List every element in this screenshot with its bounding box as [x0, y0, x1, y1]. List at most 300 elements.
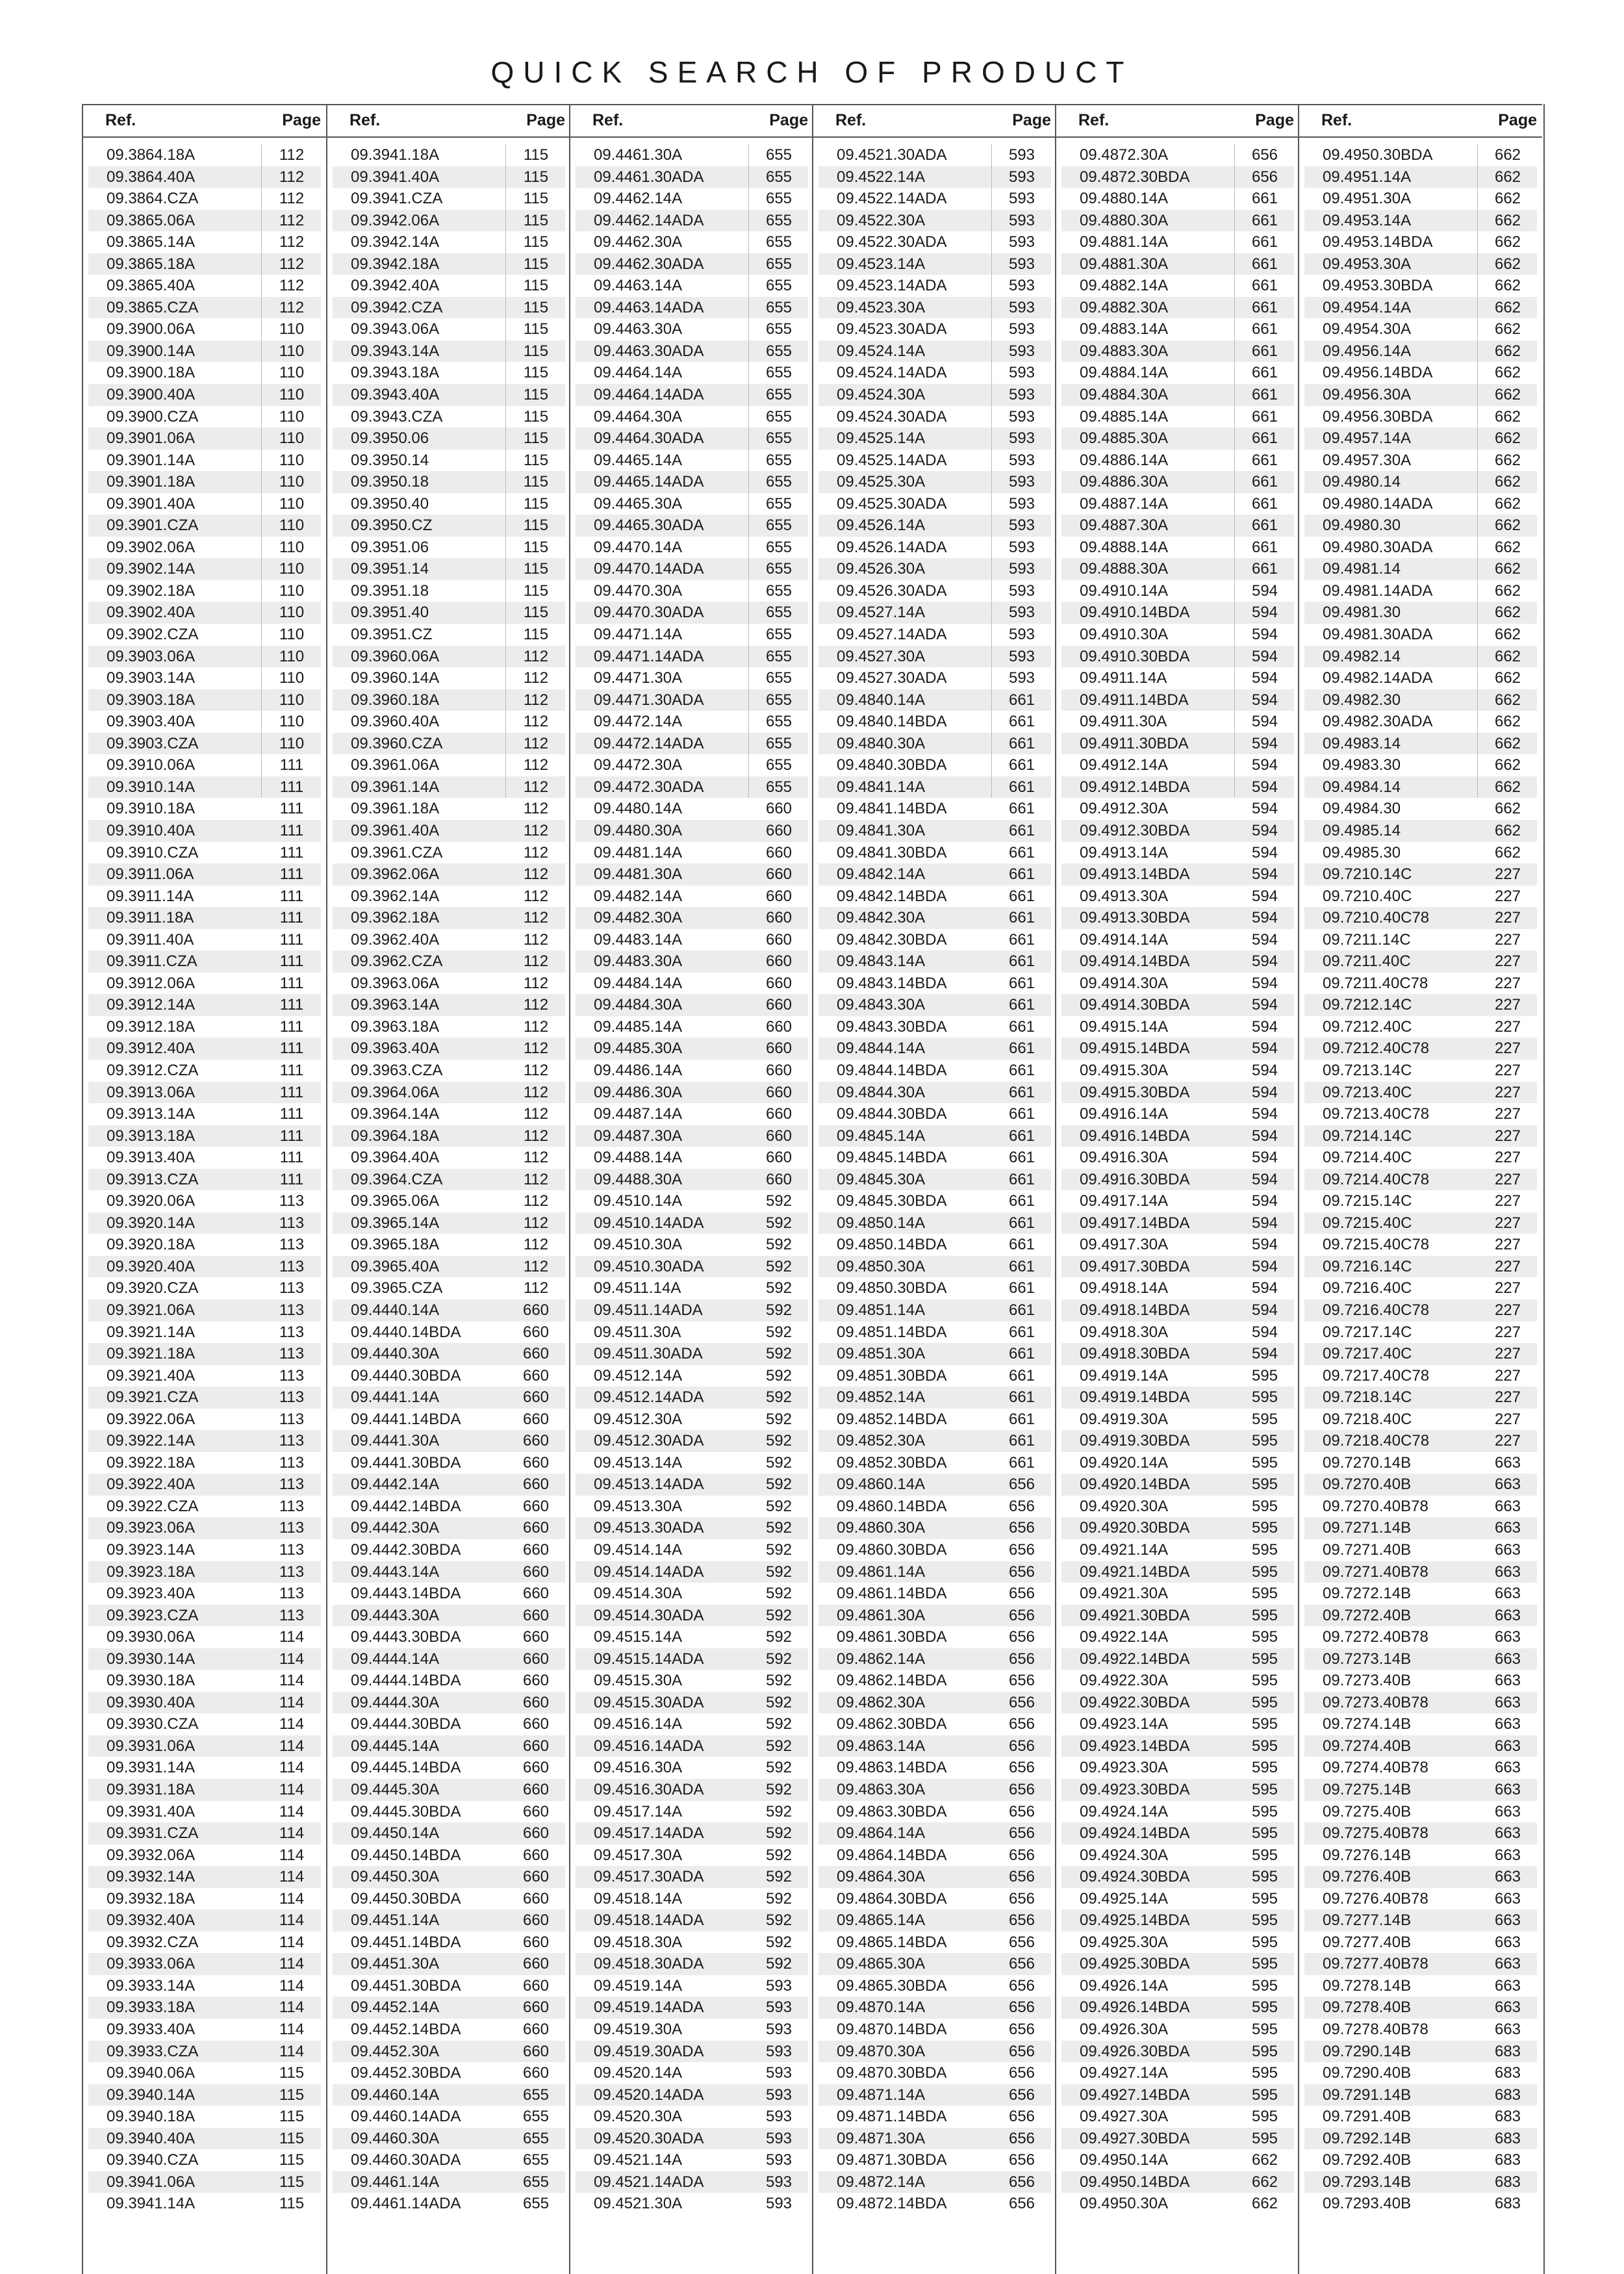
table-row [576, 667, 808, 689]
ref-code: 09.4920.14BDA [1080, 1476, 1190, 1494]
table-row [333, 253, 565, 275]
page-number: 661 [1008, 1170, 1035, 1188]
table-row [88, 1038, 321, 1060]
table-row [333, 1997, 565, 2019]
table-row [818, 1975, 1051, 1997]
page-number: 661 [1251, 429, 1278, 448]
ref-code: 09.4487.30A [594, 1127, 683, 1145]
page-number: 594 [1251, 1301, 1278, 1319]
page-number: 112 [279, 168, 305, 186]
page-number: 227 [1494, 887, 1521, 905]
ref-code: 09.4842.30A [837, 909, 926, 927]
ref-code: 09.4464.14A [594, 364, 683, 382]
table-row [88, 1082, 321, 1104]
page-number: 660 [522, 1693, 550, 1711]
ref-code: 09.3933.06A [107, 1955, 196, 1973]
page-number: 662 [1494, 451, 1521, 469]
ref-code: 09.4880.14A [1080, 190, 1169, 208]
table-row [1061, 2128, 1294, 2150]
ref-code: 09.4880.30A [1080, 211, 1169, 229]
table-row [1061, 406, 1294, 428]
ref-code: 09.4861.14BDA [837, 1585, 947, 1603]
table-row [1304, 1910, 1537, 1932]
ref-code: 09.3922.18A [107, 1453, 196, 1472]
ref-code: 09.4487.14A [594, 1105, 683, 1123]
table-row [333, 188, 565, 210]
table-row [1304, 1430, 1537, 1452]
table-row [333, 1386, 565, 1409]
ref-code: 09.3922.40A [107, 1476, 196, 1494]
ref-code: 09.4850.30BDA [837, 1279, 947, 1297]
table-row [1061, 1496, 1294, 1518]
page-number: 595 [1251, 1715, 1278, 1733]
table-row [333, 2106, 565, 2128]
ref-code: 09.3942.14A [351, 233, 440, 251]
table-row [1061, 1299, 1294, 1322]
page-number: 115 [523, 255, 549, 273]
page-number: 683 [1494, 2042, 1521, 2060]
ref-code: 09.4445.14BDA [351, 1759, 461, 1777]
table-row [576, 1409, 808, 1431]
table-row [333, 1452, 565, 1474]
ref-code: 09.3943.CZA [351, 407, 443, 426]
table-row [576, 1082, 808, 1104]
page-number: 655 [765, 778, 793, 796]
page-number: 110 [279, 494, 305, 513]
page-number: 594 [1251, 1017, 1278, 1036]
ref-code: 09.3933.18A [107, 1999, 196, 2017]
ref-code: 09.3910.CZA [107, 843, 199, 862]
table-row [818, 558, 1051, 580]
ref-code: 09.3964.14A [351, 1105, 440, 1123]
ref-code: 09.4525.14ADA [837, 451, 947, 469]
page-number: 110 [279, 473, 305, 491]
page-number: 595 [1251, 1366, 1278, 1385]
table-row [818, 1517, 1051, 1539]
ref-code: 09.4472.30A [594, 756, 683, 774]
ref-code: 09.4871.14BDA [837, 2108, 947, 2126]
page-number: 655 [765, 581, 793, 600]
ref-code: 09.4510.14ADA [594, 1214, 704, 1232]
table-row [88, 1103, 321, 1125]
page-number: 660 [522, 1301, 550, 1319]
ref-code: 09.3940.06A [107, 2064, 196, 2082]
table-row [333, 1583, 565, 1605]
ref-code: 09.3960.40A [351, 713, 440, 731]
table-row [818, 297, 1051, 319]
table-row [333, 1409, 565, 1431]
page-number: 592 [765, 1214, 793, 1232]
page-number: 662 [1494, 211, 1521, 229]
table-row [333, 144, 565, 166]
ref-code: 09.4985.30 [1323, 843, 1401, 862]
ref-code: 09.7291.40B [1323, 2108, 1412, 2126]
ref-code: 09.4527.30A [837, 647, 926, 665]
page-header: Page [1255, 111, 1294, 129]
ref-code: 09.4982.14ADA [1323, 669, 1433, 687]
page-number: 660 [522, 1802, 550, 1820]
page-number: 662 [1494, 386, 1521, 404]
page-number: 227 [1494, 1279, 1521, 1297]
table-row [1061, 1648, 1294, 1670]
ref-code: 09.3964.18A [351, 1127, 440, 1145]
ref-code: 09.3923.06A [107, 1519, 196, 1537]
ref-code: 09.7215.40C [1323, 1214, 1412, 1232]
table-row [1304, 1474, 1537, 1496]
ref-code: 09.4927.30A [1080, 2108, 1169, 2126]
table-row [88, 1496, 321, 1518]
table-row [88, 907, 321, 929]
table-row [88, 1060, 321, 1082]
ref-code: 09.4912.14BDA [1080, 778, 1190, 796]
ref-code: 09.7292.40B [1323, 2151, 1412, 2169]
table-row [1061, 1452, 1294, 1474]
table-row [88, 1648, 321, 1670]
table-row [576, 1779, 808, 1801]
table-row [333, 1779, 565, 1801]
ref-code: 09.7212.40C [1323, 1017, 1412, 1036]
ref-header: Ref. [349, 111, 381, 129]
table-row [333, 515, 565, 537]
page-number: 660 [522, 1889, 550, 1908]
ref-code: 09.3923.18A [107, 1563, 196, 1581]
ref-code: 09.3932.18A [107, 1889, 196, 1908]
ref-code: 09.7275.40B78 [1323, 1824, 1428, 1843]
table-row [1061, 1386, 1294, 1409]
ref-code: 09.4465.14A [594, 451, 683, 469]
table-row [88, 362, 321, 384]
page-number: 115 [523, 473, 549, 491]
page-number: 592 [765, 1585, 793, 1603]
ref-code: 09.3901.18A [107, 473, 196, 491]
page-number: 661 [1008, 1345, 1035, 1363]
page-number: 114 [279, 1715, 305, 1733]
ref-code: 09.3931.CZA [107, 1824, 199, 1843]
table-row [1061, 776, 1294, 798]
table-row [333, 798, 565, 820]
table-row [1304, 253, 1537, 275]
page-number: 656 [1008, 1476, 1035, 1494]
table-row [88, 406, 321, 428]
page-number: 662 [1494, 734, 1521, 752]
ref-code: 09.7211.40C [1323, 952, 1411, 971]
table-row [333, 1932, 565, 1954]
page-number: 115 [523, 538, 549, 556]
page-number: 594 [1251, 1170, 1278, 1188]
page-number: 656 [1008, 2086, 1035, 2104]
ref-code: 09.4522.14ADA [837, 190, 947, 208]
table-row [576, 1735, 808, 1757]
page-number: 663 [1494, 1715, 1521, 1733]
page-number: 595 [1251, 2086, 1278, 2104]
table-row [333, 1953, 565, 1975]
table-row [576, 776, 808, 798]
page-number: 113 [279, 1476, 305, 1494]
ref-code: 09.3911.06A [107, 865, 194, 884]
table-row [88, 450, 321, 472]
page-number: 595 [1251, 1737, 1278, 1755]
page-number: 655 [765, 626, 793, 644]
table-row [576, 951, 808, 973]
table-row [576, 1343, 808, 1365]
table-row [1304, 1845, 1537, 1867]
ref-code: 09.3942.CZA [351, 298, 443, 316]
table-row [1061, 1713, 1294, 1735]
table-row [88, 515, 321, 537]
table-row [818, 1801, 1051, 1823]
table-row [576, 2106, 808, 2128]
table-row [333, 580, 565, 602]
page-number: 114 [279, 1911, 305, 1930]
ref-code: 09.4887.14A [1080, 494, 1169, 513]
table-row [1304, 1779, 1537, 1801]
page-number: 595 [1251, 1497, 1278, 1515]
table-row [333, 1561, 565, 1583]
ref-code: 09.3963.06A [351, 974, 440, 992]
ref-code: 09.4513.30A [594, 1497, 683, 1515]
table-row [818, 1103, 1051, 1125]
ref-code: 09.4461.30A [594, 146, 683, 164]
table-row [576, 798, 808, 820]
ref-code: 09.7273.14B [1323, 1650, 1412, 1668]
table-row [1061, 210, 1294, 232]
ref-code: 09.4913.14A [1080, 843, 1169, 862]
table-row [576, 493, 808, 515]
ref-code: 09.3864.18A [107, 146, 196, 164]
page-number: 656 [1008, 1693, 1035, 1711]
table-row [576, 689, 808, 711]
page-number: 592 [765, 1541, 793, 1559]
table-row [576, 646, 808, 668]
ref-code: 09.4850.30A [837, 1257, 926, 1275]
table-row [1061, 1953, 1294, 1975]
table-row [333, 1103, 565, 1125]
page-number: 660 [765, 865, 793, 884]
page-number: 595 [1251, 1824, 1278, 1843]
table-row [818, 2171, 1051, 2193]
table-row [333, 166, 565, 188]
table-row [1304, 842, 1537, 864]
page-number: 113 [279, 1257, 305, 1275]
ref-code: 09.3965.40A [351, 1257, 440, 1275]
page-number: 655 [765, 473, 793, 491]
page-number: 660 [765, 996, 793, 1014]
ref-code: 09.4924.30A [1080, 1846, 1169, 1864]
page-number: 594 [1251, 1040, 1278, 1058]
page-number: 113 [279, 1345, 305, 1363]
page-number: 593 [1008, 451, 1035, 469]
table-row [333, 318, 565, 340]
page-number: 661 [1251, 538, 1278, 556]
table-row [1061, 667, 1294, 689]
table-row [1061, 1103, 1294, 1125]
ref-code: 09.3943.18A [351, 364, 440, 382]
page-number: 662 [1494, 517, 1521, 535]
ref-code: 09.3865.14A [107, 233, 196, 251]
page-number: 662 [1494, 233, 1521, 251]
table-row [818, 1735, 1051, 1757]
table-row [1304, 1713, 1537, 1735]
page-number: 594 [1251, 669, 1278, 687]
ref-code: 09.7212.40C78 [1323, 1040, 1430, 1058]
ref-code: 09.4980.30ADA [1323, 538, 1433, 556]
ref-code: 09.3903.18A [107, 691, 196, 709]
table-row [1304, 1190, 1537, 1212]
page-number: 595 [1251, 1846, 1278, 1864]
table-row [1061, 1474, 1294, 1496]
table-row [1304, 624, 1537, 646]
page-number: 660 [522, 1497, 550, 1515]
ref-code: 09.4472.14A [594, 713, 683, 731]
ref-code: 09.4913.14BDA [1080, 865, 1190, 884]
page-number: 227 [1494, 1127, 1521, 1145]
table-row [88, 2193, 321, 2215]
table-row [576, 2171, 808, 2193]
table-row [88, 471, 321, 493]
page-number: 227 [1494, 1192, 1521, 1210]
page-number: 655 [765, 255, 793, 273]
table-row [818, 1953, 1051, 1975]
page-number: 656 [1008, 2173, 1035, 2191]
page-number: 683 [1494, 2086, 1521, 2104]
table-row [1304, 537, 1537, 559]
table-row [576, 1975, 808, 1997]
page-number: 115 [523, 190, 549, 208]
table-row [88, 776, 321, 798]
page-number: 111 [279, 800, 304, 818]
ref-code: 09.4981.30 [1323, 604, 1401, 622]
table-row [1304, 1997, 1537, 2019]
ref-code: 09.4443.30A [351, 1606, 440, 1624]
table-row [1061, 973, 1294, 995]
ref-code: 09.4516.30A [594, 1759, 683, 1777]
table-row [576, 1953, 808, 1975]
ref-code: 09.4470.30ADA [594, 604, 704, 622]
ref-code: 09.7217.40C [1323, 1345, 1412, 1363]
ref-code: 09.4441.14A [351, 1388, 440, 1407]
ref-code: 09.7270.14B [1323, 1453, 1412, 1472]
page-number: 662 [1494, 320, 1521, 339]
page-number: 595 [1251, 1650, 1278, 1668]
page-number: 592 [765, 1933, 793, 1951]
table-row [1061, 1822, 1294, 1845]
table-row [88, 2084, 321, 2106]
page-number: 662 [1251, 2195, 1278, 2213]
ref-code: 09.3923.14A [107, 1541, 196, 1559]
page-number: 111 [279, 865, 304, 884]
ref-code: 09.4518.30ADA [594, 1955, 704, 1973]
ref-code: 09.4917.14BDA [1080, 1214, 1190, 1232]
table-row [576, 1190, 808, 1212]
table-row [333, 2041, 565, 2063]
ref-code: 09.4863.30A [837, 1781, 926, 1799]
page-number: 660 [522, 1933, 550, 1951]
table-row [333, 994, 565, 1016]
page-number: 110 [279, 647, 305, 665]
table-row [88, 1277, 321, 1299]
page-number: 660 [765, 909, 793, 927]
table-row [1061, 689, 1294, 711]
table-row [333, 1605, 565, 1627]
table-row [818, 1038, 1051, 1060]
page-number: 663 [1494, 1824, 1521, 1843]
ref-code: 09.3920.14A [107, 1214, 196, 1232]
page-number: 110 [279, 320, 305, 339]
table-row [1304, 318, 1537, 340]
table-row [576, 297, 808, 319]
page-number: 594 [1251, 974, 1278, 992]
table-row [1304, 471, 1537, 493]
ref-code: 09.4844.30BDA [837, 1105, 947, 1123]
table-row [818, 1692, 1051, 1714]
table-row [88, 1866, 321, 1888]
table-row [333, 471, 565, 493]
table-row [818, 1757, 1051, 1779]
ref-code: 09.3961.CZA [351, 843, 443, 862]
page-number: 227 [1494, 1236, 1521, 1254]
page-number: 112 [279, 190, 305, 208]
table-row [333, 776, 565, 798]
page-number: 660 [765, 800, 793, 818]
table-row [818, 406, 1051, 428]
page-number: 660 [522, 1911, 550, 1930]
table-row [576, 1757, 808, 1779]
page-number: 660 [765, 843, 793, 862]
table-row [88, 1583, 321, 1605]
page-number: 662 [1494, 407, 1521, 426]
page-number: 112 [523, 1127, 549, 1145]
page-number: 656 [1008, 2151, 1035, 2169]
table-row [1304, 1692, 1537, 1714]
table-row [1061, 1365, 1294, 1387]
table-row [1304, 798, 1537, 820]
page-number: 660 [765, 887, 793, 905]
table-row [1304, 1234, 1537, 1256]
ref-code: 09.4465.30A [594, 494, 683, 513]
table-row [88, 1386, 321, 1409]
page-number: 594 [1251, 1236, 1278, 1254]
ref-code: 09.3910.14A [107, 778, 196, 796]
table-row [1061, 1016, 1294, 1038]
table-row [1304, 1561, 1537, 1583]
table-row [1304, 1169, 1537, 1191]
ref-code: 09.3912.18A [107, 1017, 196, 1036]
table-row [576, 231, 808, 253]
table-row [1061, 863, 1294, 886]
page-number: 114 [279, 1976, 305, 1995]
table-row [333, 406, 565, 428]
ref-code: 09.4463.14A [594, 277, 683, 295]
table-row [1061, 253, 1294, 275]
ref-code: 09.4915.14BDA [1080, 1040, 1190, 1058]
table-row [88, 428, 321, 450]
ref-code: 09.7273.40B78 [1323, 1693, 1428, 1711]
ref-code: 09.4864.14BDA [837, 1846, 947, 1864]
table-row [88, 951, 321, 973]
ref-code: 09.4441.30BDA [351, 1453, 461, 1472]
ref-code: 09.7276.14B [1323, 1846, 1412, 1864]
table-row [576, 1474, 808, 1496]
page-number: 227 [1494, 909, 1521, 927]
column-header [1056, 104, 1299, 138]
page-number: 662 [1494, 342, 1521, 360]
page-number: 655 [765, 386, 793, 404]
ref-code: 09.4913.30A [1080, 887, 1169, 905]
table-row [576, 1866, 808, 1888]
ref-code: 09.3961.40A [351, 821, 440, 839]
ref-code: 09.4861.30BDA [837, 1628, 947, 1646]
page-number: 110 [279, 364, 305, 382]
